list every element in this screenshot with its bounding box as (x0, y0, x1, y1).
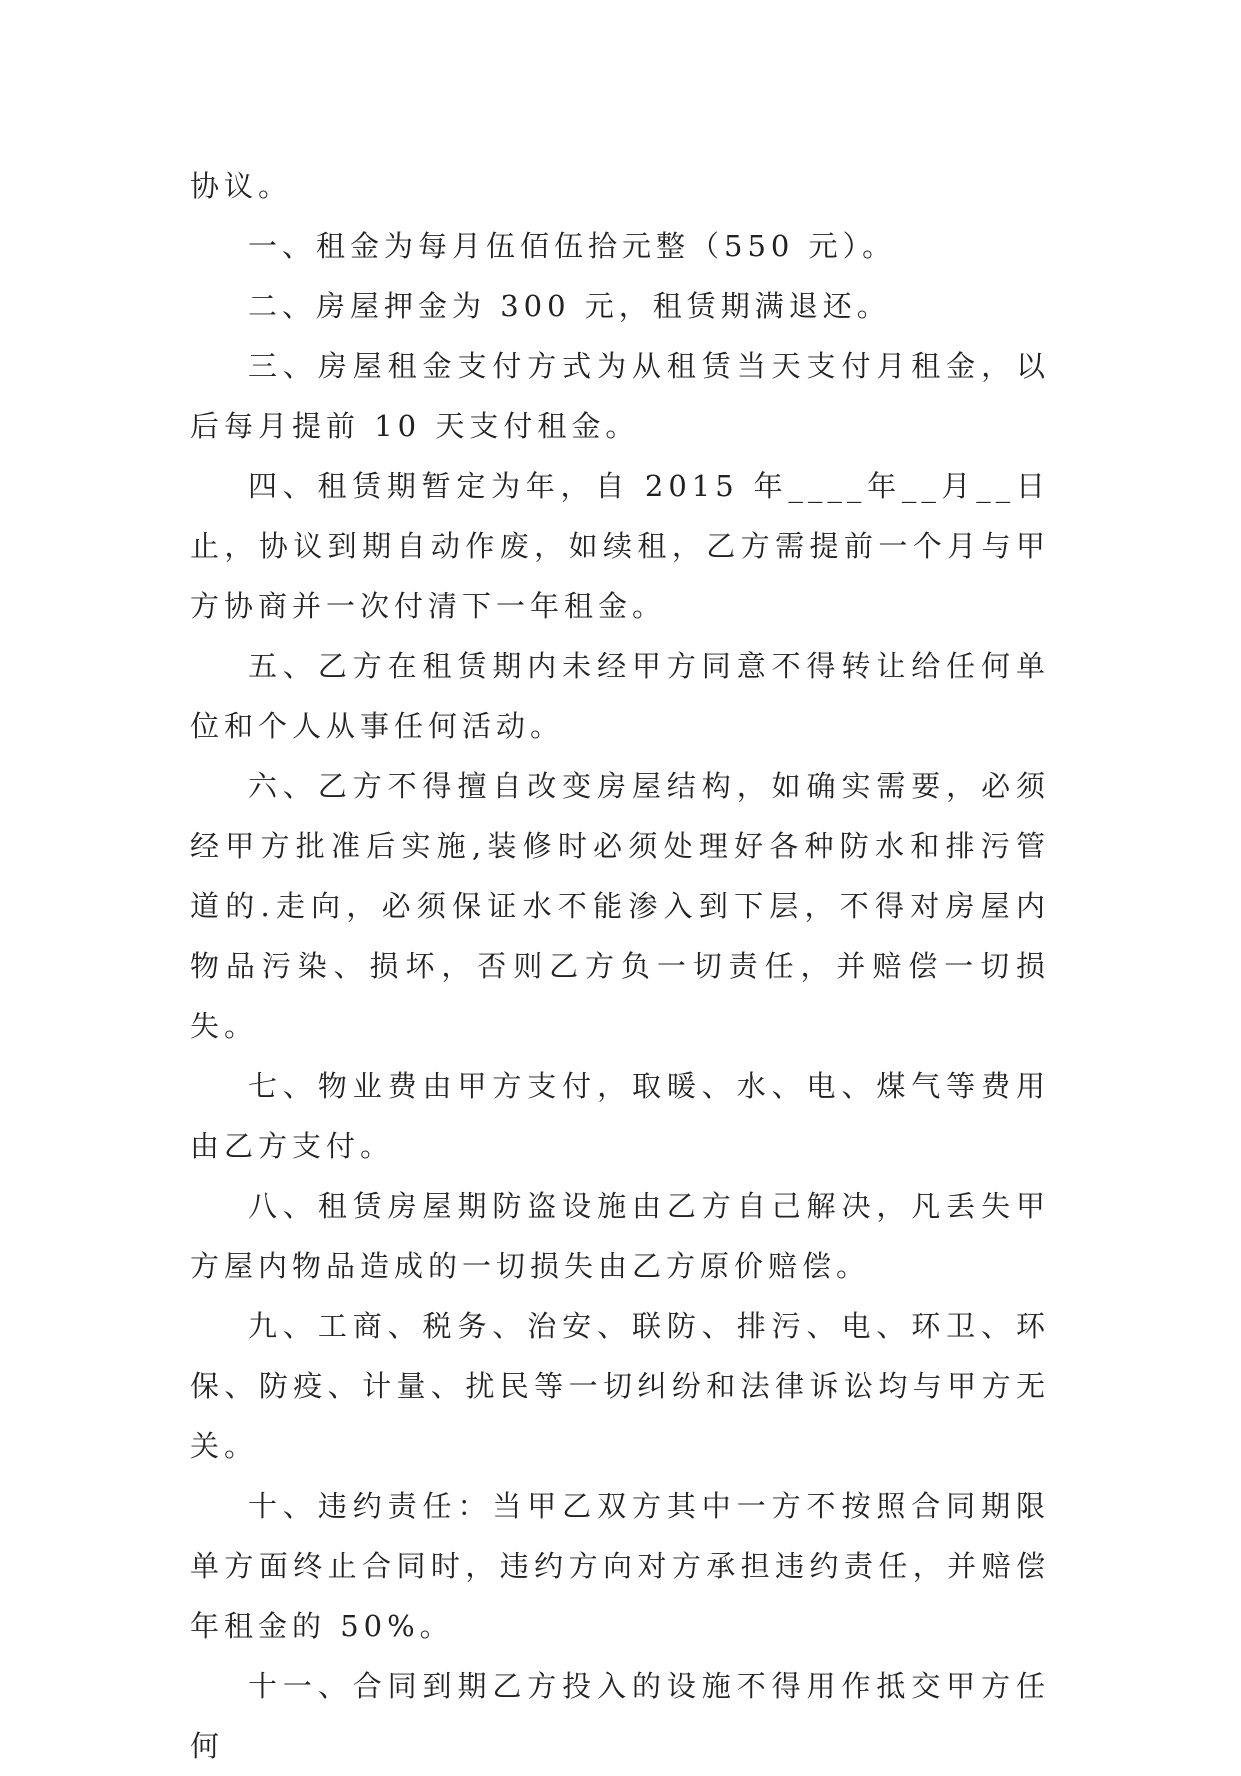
paragraph-clause-1-rent: 一、租金为每月伍佰伍拾元整（550 元）。 (248, 229, 897, 263)
paragraph-clause-5-transfer: 五、乙方在租赁期内未经甲方同意不得转让给任何单位和个人从事任何活动。 (190, 649, 1050, 743)
paragraph-clause-4-term: 四、租赁期暂定为年，自 2015 年____年__月__日止，协议到期自动作废，如续租，乙方需提前一个月与甲方协商并一次付清下一年租金。 (190, 469, 1050, 623)
paragraph-clause-6-structure: 六、乙方不得擅自改变房屋结构，如确实需要，必须经甲方批准后实施,装修时必须处理好各种防水和排污管道的.走向，必须保证水不能渗入到下层，不得对房屋内物品污染、损坏，否则乙方负一切责任，并赔偿一切损失。 (190, 769, 1050, 1043)
paragraph-clause-7-fees: 七、物业费由甲方支付，取暖、水、电、煤气等费用由乙方支付。 (190, 1069, 1050, 1163)
paragraph-clause-10-breach: 十、违约责任：当甲乙双方其中一方不按照合同期限单方面终止合同时，违约方向对方承担违约责任，并赔偿年租金的 50%。 (190, 1489, 1050, 1643)
document-body (190, 156, 1050, 1776)
paragraph-clause-3-payment: 三、房屋租金支付方式为从租赁当天支付月租金，以后每月提前 10 天支付租金。 (190, 349, 1050, 443)
paragraph-clause-2-deposit: 二、房屋押金为 300 元，租赁期满退还。 (248, 289, 891, 323)
paragraph-clause-9-disputes: 九、工商、税务、治安、联防、排污、电、环卫、环保、防疫、计量、扰民等一切纠纷和法律诉讼均与甲方无关。 (190, 1309, 1050, 1463)
paragraph-clause-11-facilities: 十一、合同到期乙方投入的设施不得用作抵交甲方任何 (190, 1669, 1050, 1763)
paragraph-clause-8-security: 八、租赁房屋期防盗设施由乙方自己解决，凡丢失甲方屋内物品造成的一切损失由乙方原价赔偿。 (190, 1189, 1050, 1283)
paragraph-continuation: 协议。 (190, 169, 293, 203)
